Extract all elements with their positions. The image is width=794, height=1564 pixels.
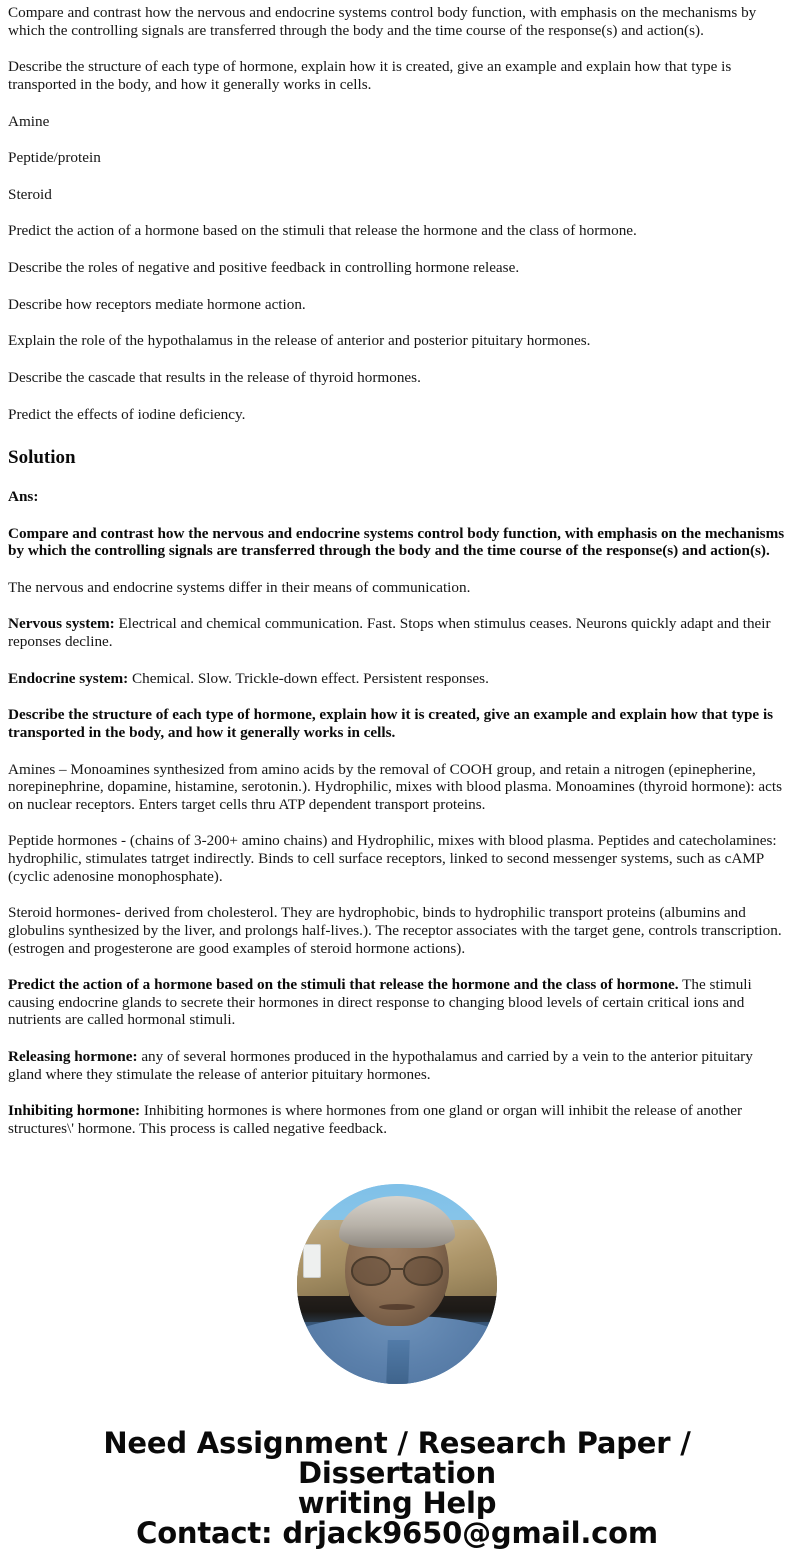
prompt-compare-contrast: Compare and contrast how the nervous and endocrine systems control body function, with emphasis on the mechanisms by which the controlling signals are transferred through the body and the time course of the response(s) and action(s). xyxy=(8,4,757,39)
prompt-amine: Amine xyxy=(8,112,50,130)
prompt-predict-action: Predict the action of a hormone based on the stimuli that release the hormone and the class of hormone. xyxy=(8,222,637,240)
answer-predict-action xyxy=(8,976,786,1029)
avatar-glasses-right-lens xyxy=(403,1256,443,1286)
answer-releasing-hormone xyxy=(8,1048,786,1083)
answer-amines: Amines – Monoamines synthesized from amino acids by the removal of COOH group, and retain a nitrogen (epinepherine, norepinephrine, dopamine, histamine, serotonin.). Hydrophilic, mixes with blood plasma. Monoamines (thyroid hormone): acts on nuclear receptors. Enters target cells thru ATP dependent transport proteins. xyxy=(8,760,782,813)
prompt-receptors: Describe how receptors mediate hormone action. xyxy=(8,295,306,313)
answer-predict-action-lead: Predict the action of a hormone based on the stimuli that release the hormone and the class of hormone. xyxy=(8,976,679,994)
answer-endocrine-system xyxy=(8,670,786,688)
answer-inhibiting-hormone-text: Inhibiting hormones is where hormones from one gland or organ will inhibit the release of another structures\' hormone. This process is called negative feedback. xyxy=(8,1102,743,1137)
answer-describe-structure-heading: Describe the structure of each type of hormone, explain how it is created, give an example and explain how that type is transported in the body, and how it generally works in cells. xyxy=(8,706,774,741)
answer-inhibiting-hormone xyxy=(8,1102,786,1137)
avatar xyxy=(297,1184,497,1384)
answer-releasing-hormone-text: any of several hormones produced in the hypothalamus and carried by a vein to the anterior pituitary gland where they stimulate the release of anterior pituitary hormones. xyxy=(8,1048,753,1083)
answer-endocrine-system-text: Chemical. Slow. Trickle-down effect. Persistent responses. xyxy=(132,669,489,687)
avatar-glasses-left-lens xyxy=(351,1256,391,1286)
prompt-iodine-deficiency: Predict the effects of iodine deficiency. xyxy=(8,405,246,423)
prompt-hypothalamus: Explain the role of the hypothalamus in the release of anterior and posterior pituitary hormones. xyxy=(8,332,591,350)
answer-endocrine-system-lead: Endocrine system: xyxy=(8,669,129,687)
prompt-steroid: Steroid xyxy=(8,185,52,203)
answer-body xyxy=(8,525,786,1138)
prompt-thyroid-cascade: Describe the cascade that results in the release of thyroid hormones. xyxy=(8,368,421,386)
answer-inhibiting-hormone-lead: Inhibiting hormone: xyxy=(8,1102,141,1120)
prompt-feedback-roles: Describe the roles of negative and positive feedback in controlling hormone release. xyxy=(8,259,520,276)
answer-label: Ans: xyxy=(8,487,39,505)
answer-nervous-system xyxy=(8,615,786,650)
answer-nervous-system-lead: Nervous system: xyxy=(8,615,115,633)
question-prompt-list xyxy=(8,4,786,423)
solution-heading: Solution xyxy=(8,447,76,469)
answer-peptide-hormones: Peptide hormones - (chains of 3-200+ amino chains) and Hydrophilic, mixes with blood plasma. Peptides and catecholamines: hydrophilic, stimulates tatrget indirectly. Binds to cell surface receptors, linked to second messenger systems, such as cAMP (cyclic adenosine monophosphate). xyxy=(8,832,777,885)
footer-line-1: Need Assignment / Research Paper / Dissertation xyxy=(103,1425,691,1490)
avatar-container xyxy=(8,1184,786,1384)
answer-releasing-hormone-lead: Releasing hormone: xyxy=(8,1048,138,1066)
answer-steroid-hormones: Steroid hormones- derived from cholesterol. They are hydrophobic, binds to hydrophilic transport proteins (albumins and globulins synthesized by the liver, and prolongs half-lives.). The receptor associates with the target gene, controls transcription. (estrogen and progesterone are good examples of steroid hormone actions). xyxy=(8,904,782,957)
answer-nervous-system-text: Electrical and chemical communication. Fast. Stops when stimulus ceases. Neurons quickly adapt and their reponses decline. xyxy=(8,615,771,651)
prompt-peptide-protein: Peptide/protein xyxy=(8,149,101,167)
prompt-describe-structure: Describe the structure of each type of hormone, explain how it is created, give an example and explain how that type is transported in the body, and how it generally works in cells. xyxy=(8,58,732,93)
footer-line-2: writing Help xyxy=(297,1485,497,1520)
footer-contact-banner xyxy=(8,1425,786,1564)
avatar-mouth xyxy=(379,1304,415,1310)
answer-compare-contrast-heading: Compare and contrast how the nervous and endocrine systems control body function, with emphasis on the mechanisms by which the controlling signals are transferred through the body and the time course of the response(s) and action(s). xyxy=(8,524,785,560)
avatar-wall-switch xyxy=(303,1244,321,1278)
answer-predict-action-text: The stimuli causing endocrine glands to secrete their hormones in direct response to changing blood levels of certain critical ions and nutrients are called hormonal stimuli. xyxy=(8,976,752,1029)
avatar-glasses-bridge xyxy=(391,1268,403,1271)
answer-communication-means: The nervous and endocrine systems differ in their means of communication. xyxy=(8,578,471,596)
avatar-tie xyxy=(386,1340,410,1384)
footer-line-3[interactable]: Contact: drjack9650@gmail.com xyxy=(136,1516,658,1551)
